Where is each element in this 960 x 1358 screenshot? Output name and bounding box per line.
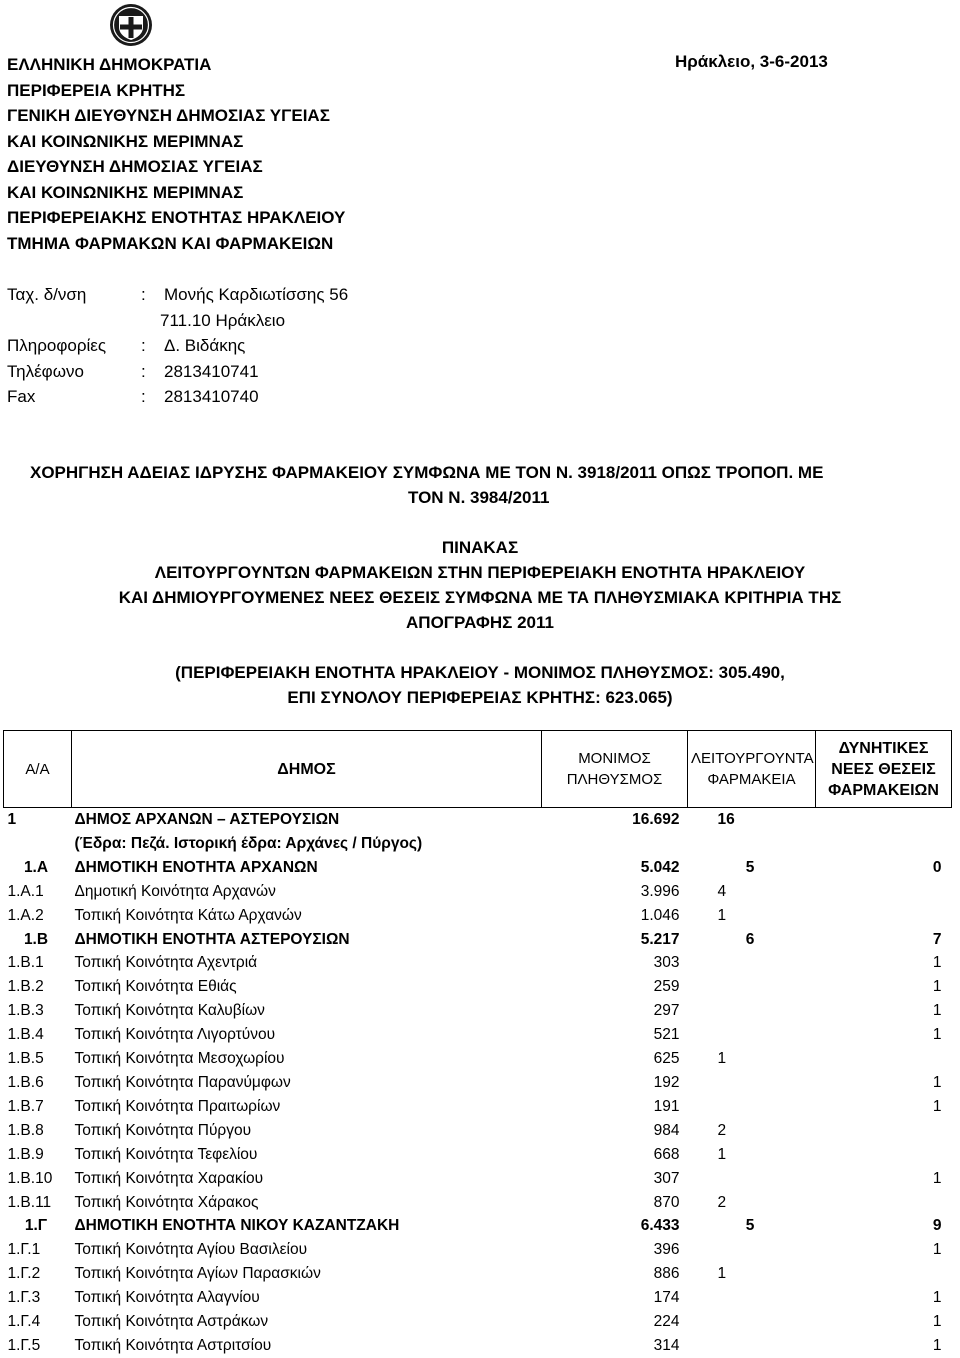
- info-label: Πληροφορίες: [7, 336, 107, 355]
- colon: :: [141, 336, 146, 355]
- authority-line: ΕΛΛΗΝΙΚΗ ΔΗΜΟΚΡΑΤΙΑ: [7, 55, 212, 74]
- cell-new-positions: 7: [932, 930, 942, 948]
- cell-code: 1.Β.11: [7, 1193, 52, 1211]
- cell-population: 396: [653, 1241, 680, 1259]
- cell-population: 307: [653, 1169, 680, 1187]
- cell-name: Τοπική Κοινότητα Χάρακος: [74, 1193, 259, 1211]
- cell-population: 984: [653, 1121, 680, 1139]
- cell-name: Τοπική Κοινότητα Αχεντριά: [74, 954, 258, 972]
- header-new-line: ΦΑΡΜΑΚΕΙΩΝ: [828, 781, 939, 799]
- cell-operating: 2: [717, 1121, 727, 1139]
- table-row: [4, 808, 952, 832]
- cell-name: Τοπική Κοινότητα Χαρακίου: [74, 1169, 264, 1187]
- cell-name: Τοπική Κοινότητα Πύργου: [74, 1121, 252, 1139]
- cell-code: 1.Γ.5: [7, 1336, 41, 1354]
- cell-new-positions: 1: [932, 1097, 942, 1115]
- population-line: ΕΠΙ ΣΥΝΟΛΟΥ ΠΕΡΙΦΕΡΕΙΑΣ ΚΡΗΤΗΣ: 623.065): [287, 688, 673, 707]
- table-row: [4, 1191, 952, 1215]
- table-row: [4, 856, 952, 880]
- header-population-line: ΠΛΗΘΥΣΜΟΣ: [566, 771, 663, 788]
- cell-population: 5.217: [640, 930, 680, 948]
- subject-line: ΤΟΝ Ν. 3984/2011: [408, 488, 550, 507]
- cell-population: 1.046: [640, 906, 680, 924]
- header-aa: Α/Α: [4, 731, 72, 808]
- cell-name: Τοπική Κοινότητα Τεφελίου: [74, 1145, 258, 1163]
- cell-operating: [688, 975, 816, 999]
- subject-line: ΧΟΡΗΓΗΣΗ ΑΔΕΙΑΣ ΙΔΡΥΣΗΣ ΦΑΡΜΑΚΕΙΟΥ ΣΥΜΦΩΝΑ ΜΕ ΤΟΝ Ν. 3918/2011 ΟΠΩΣ ΤΡΟΠΟΠ. ΜΕ: [30, 463, 824, 482]
- table-row: [4, 1286, 952, 1310]
- cell-new-positions: 1: [932, 1336, 942, 1354]
- address-value: Μονής Καρδιωτίσσης 56: [164, 285, 349, 304]
- table-row: [4, 951, 952, 975]
- greek-coat-of-arms-emblem: [109, 3, 153, 47]
- header-operating: [688, 731, 816, 808]
- authority-line: ΓΕΝΙΚΗ ΔΙΕΥΘΥΝΣΗ ΔΗΜΟΣΙΑΣ ΥΓΕΙΑΣ: [7, 106, 330, 125]
- table-row: [4, 1095, 952, 1119]
- cell-operating: [688, 1286, 816, 1310]
- cell-code: 1: [7, 811, 17, 828]
- cell-operating: [688, 951, 816, 975]
- cell-new-positions: 1: [932, 954, 942, 972]
- cell-name: ΔΗΜΟΣ ΑΡΧΑΝΩΝ – ΑΣΤΕΡΟΥΣΙΩΝ: [74, 811, 340, 828]
- cell-population: 625: [653, 1050, 680, 1068]
- issuing-authority: [7, 52, 345, 256]
- pharmacies-table: [3, 730, 952, 1358]
- cell-code: 1.Β.5: [7, 1050, 44, 1068]
- cell-new-positions: 1: [932, 1169, 942, 1187]
- cell-code: 1.Α.1: [7, 882, 44, 900]
- info-value: Δ. Βιδάκης: [164, 336, 246, 355]
- authority-line: ΠΕΡΙΦΕΡΕΙΑ ΚΡΗΤΗΣ: [7, 80, 186, 100]
- cell-new-positions: 1: [932, 1002, 942, 1020]
- cell-name: ΔΗΜΟΤΙΚΗ ΕΝΟΤΗΤΑ ΑΣΤΕΡΟΥΣΙΩΝ: [74, 930, 350, 948]
- cell-new-positions: [816, 1143, 952, 1167]
- cell-operating: [688, 1095, 816, 1119]
- cell-name: Τοπική Κοινότητα Αγίου Βασιλείου: [74, 1241, 308, 1259]
- document-subject: [30, 460, 945, 510]
- header-population: [542, 731, 688, 808]
- header-operating-line: ΦΑΡΜΑΚΕΙΑ: [707, 771, 796, 788]
- table-row: [4, 880, 952, 904]
- cell-name: Τοπική Κοινότητα Αγίων Παρασκιών: [74, 1265, 321, 1283]
- cell-population: 174: [653, 1289, 680, 1307]
- table-title: [0, 535, 960, 635]
- phone-label: Τηλέφωνο: [7, 361, 84, 381]
- cell-new-positions: 1: [932, 1073, 942, 1091]
- cell-code: 1.Β: [23, 930, 49, 948]
- cell-name: Τοπική Κοινότητα Αστριτσίου: [74, 1336, 272, 1354]
- cell-name: Τοπική Κοινότητα Αστράκων: [74, 1313, 269, 1331]
- cell-operating: [688, 1023, 816, 1047]
- cell-new-positions: 9: [932, 1217, 942, 1235]
- cell-operating: [688, 1238, 816, 1262]
- cell-code: 1.Β.1: [7, 954, 44, 972]
- cell-name: ΔΗΜΟΤΙΚΗ ΕΝΟΤΗΤΑ ΝΙΚΟΥ ΚΑΖΑΝΤΖΑΚΗ: [74, 1217, 400, 1235]
- cell-name: ΔΗΜΟΤΙΚΗ ΕΝΟΤΗΤΑ ΑΡΧΑΝΩΝ: [74, 858, 318, 876]
- cell-new-positions: [816, 904, 952, 928]
- cell-name: Τοπική Κοινότητα Εθιάς: [74, 978, 237, 996]
- cell-operating: [688, 1167, 816, 1191]
- phone-value: 2813410741: [164, 361, 259, 381]
- cell-population: 6.433: [640, 1217, 680, 1235]
- cell-operating: 1: [717, 1145, 727, 1163]
- cell-code: 1.Γ.3: [7, 1289, 41, 1307]
- cell-population: 886: [653, 1265, 680, 1283]
- cell-operating: 5: [745, 858, 755, 876]
- cell-code: 1.Β.8: [7, 1121, 44, 1139]
- table-row: [4, 1119, 952, 1143]
- authority-line: ΔΙΕΥΘΥΝΣΗ ΔΗΜΟΣΙΑΣ ΥΓΕΙΑΣ: [7, 157, 263, 176]
- cell-code: 1.Γ.2: [7, 1265, 41, 1283]
- header-new-positions: [816, 731, 952, 808]
- cell-operating: 1: [717, 1050, 727, 1068]
- cell-new-positions: [816, 1047, 952, 1071]
- header-population-line: ΜΟΝΙΜΟΣ: [578, 750, 651, 767]
- cell-operating: [688, 832, 816, 856]
- cell-population: 224: [653, 1313, 680, 1331]
- cell-population: 314: [653, 1336, 680, 1354]
- colon: :: [141, 285, 146, 304]
- cell-population: 16.692: [632, 811, 680, 828]
- cell-population: 3.996: [640, 882, 680, 900]
- cell-new-positions: [816, 1262, 952, 1286]
- cell-name: Τοπική Κοινότητα Αλαγνίου: [74, 1289, 260, 1307]
- title-line: ΑΠΟΓΡΑΦΗΣ 2011: [406, 613, 554, 632]
- cell-name: Τοπική Κοινότητα Πραιτωρίων: [74, 1097, 281, 1115]
- address-postcode: 711.10 Ηράκλειο: [160, 310, 286, 330]
- cell-code: [4, 832, 72, 856]
- cell-name: (Έδρα: Πεζά. Ιστορική έδρα: Αρχάνες / Πύργος): [74, 834, 423, 852]
- cell-code: 1.Α.2: [7, 906, 44, 924]
- cell-name: Τοπική Κοινότητα Κάτω Αρχανών: [74, 906, 302, 924]
- colon: :: [141, 361, 146, 381]
- cell-new-positions: 1: [932, 1313, 942, 1331]
- population-note: [0, 660, 960, 710]
- cell-new-positions: 1: [932, 1289, 942, 1307]
- cell-population: 259: [653, 978, 680, 996]
- place-and-date: Ηράκλειο, 3-6-2013: [675, 52, 828, 71]
- cell-code: 1.Β.2: [7, 978, 44, 996]
- cell-code: 1.Γ.4: [7, 1313, 41, 1331]
- cell-operating: 6: [745, 930, 755, 948]
- cell-code: 1.Β.6: [7, 1073, 44, 1091]
- header-operating-line: ΛΕΙΤΟΥΡΓΟΥΝΤΑ: [691, 750, 814, 767]
- cell-operating: 5: [745, 1217, 755, 1235]
- cell-population: [542, 832, 688, 856]
- table-row: [4, 832, 952, 856]
- cell-new-positions: [816, 832, 952, 856]
- cell-operating: [688, 1334, 816, 1358]
- cell-operating: 16: [717, 811, 735, 828]
- table-row: [4, 1047, 952, 1071]
- authority-line: ΤΜΗΜΑ ΦΑΡΜΑΚΩΝ ΚΑΙ ΦΑΡΜΑΚΕΙΩΝ: [7, 233, 334, 253]
- fax-label: Fax: [7, 387, 36, 406]
- cell-new-positions: [816, 880, 952, 904]
- cell-code: 1.Β.10: [7, 1169, 53, 1187]
- header-new-line: ΝΕΕΣ ΘΕΣΕΙΣ: [831, 760, 936, 778]
- cell-new-positions: [816, 1191, 952, 1215]
- cell-operating: 1: [717, 1265, 727, 1283]
- table-row: [4, 1310, 952, 1334]
- cell-population: 303: [653, 954, 680, 972]
- cell-population: 297: [653, 1002, 680, 1020]
- cell-name: Δημοτική Κοινότητα Αρχανών: [74, 882, 276, 900]
- header-dimos: ΔΗΜΟΣ: [72, 731, 542, 808]
- table-header-row: [4, 731, 952, 808]
- cell-name: Τοπική Κοινότητα Λιγορτύνου: [74, 1026, 276, 1044]
- fax-value: 2813410740: [164, 387, 259, 406]
- cell-new-positions: 1: [932, 1241, 942, 1259]
- table-row: [4, 1238, 952, 1262]
- cell-population: 191: [653, 1097, 680, 1115]
- cell-name: Τοπική Κοινότητα Καλυβίων: [74, 1002, 265, 1020]
- cell-code: 1.Γ: [24, 1217, 48, 1235]
- cell-operating: [688, 999, 816, 1023]
- cell-operating: [688, 1310, 816, 1334]
- title-line: ΠΙΝΑΚΑΣ: [441, 538, 519, 557]
- table-row: [4, 1167, 952, 1191]
- table-row: [4, 1143, 952, 1167]
- cell-operating: 4: [717, 882, 727, 900]
- table-row: [4, 928, 952, 952]
- title-line: ΚΑΙ ΔΗΜΙΟΥΡΓΟΥΜΕΝΕΣ ΝΕΕΣ ΘΕΣΕΙΣ ΣΥΜΦΩΝΑ ΜΕ ΤΑ ΠΛΗΘΥΣΜΙΑΚΑ ΚΡΙΤΗΡΙΑ ΤΗΣ: [118, 588, 842, 607]
- cell-new-positions: [816, 808, 952, 832]
- table-row: [4, 1262, 952, 1286]
- cell-operating: 1: [717, 906, 727, 924]
- cell-code: 1.Γ.1: [7, 1241, 41, 1259]
- table-row: [4, 904, 952, 928]
- table-row: [4, 1023, 952, 1047]
- authority-line: ΠΕΡΙΦΕΡΕΙΑΚΗΣ ΕΝΟΤΗΤΑΣ ΗΡΑΚΛΕΙΟΥ: [7, 208, 346, 227]
- table-row: [4, 1334, 952, 1358]
- cell-code: 1.Β.9: [7, 1145, 44, 1163]
- title-line: ΛΕΙΤΟΥΡΓΟΥΝΤΩΝ ΦΑΡΜΑΚΕΙΩΝ ΣΤΗΝ ΠΕΡΙΦΕΡΕΙΑΚΗ ΕΝΟΤΗΤΑ ΗΡΑΚΛΕΙΟΥ: [154, 563, 806, 582]
- cell-code: 1.Β.3: [7, 1002, 44, 1020]
- cell-code: 1.Α: [23, 858, 49, 876]
- colon: :: [141, 387, 146, 406]
- cell-code: 1.Β.7: [7, 1097, 44, 1115]
- table-row: [4, 975, 952, 999]
- table-row: [4, 1071, 952, 1095]
- cell-new-positions: 1: [932, 978, 942, 996]
- authority-line: ΚΑΙ ΚΟΙΝΩΝΙΚΗΣ ΜΕΡΙΜΝΑΣ: [7, 131, 244, 151]
- cell-new-positions: 0: [932, 858, 942, 876]
- cell-population: 5.042: [640, 858, 680, 876]
- cell-population: 192: [653, 1073, 680, 1091]
- population-line: (ΠΕΡΙΦΕΡΕΙΑΚΗ ΕΝΟΤΗΤΑ ΗΡΑΚΛΕΙΟΥ - ΜΟΝΙΜΟΣ ΠΛΗΘΥΣΜΟΣ: 305.490,: [175, 663, 785, 682]
- cell-operating: 2: [717, 1193, 727, 1211]
- cell-population: 521: [653, 1026, 680, 1044]
- header-new-line: ΔΥΝΗΤΙΚΕΣ: [838, 739, 929, 757]
- address-label: Ταχ. δ/νση: [7, 285, 87, 304]
- cell-operating: [688, 1071, 816, 1095]
- table-row: [4, 1214, 952, 1238]
- cell-new-positions: [816, 1119, 952, 1143]
- table-body: [4, 808, 952, 1358]
- table-row: [4, 999, 952, 1023]
- cell-population: 870: [653, 1193, 680, 1211]
- cell-new-positions: 1: [932, 1026, 942, 1044]
- cell-name: Τοπική Κοινότητα Μεσοχωρίου: [74, 1050, 285, 1068]
- cell-code: 1.Β.4: [7, 1026, 44, 1044]
- cell-population: 668: [653, 1145, 680, 1163]
- cell-name: Τοπική Κοινότητα Παρανύμφων: [74, 1073, 291, 1091]
- authority-line: ΚΑΙ ΚΟΙΝΩΝΙΚΗΣ ΜΕΡΙΜΝΑΣ: [7, 182, 244, 202]
